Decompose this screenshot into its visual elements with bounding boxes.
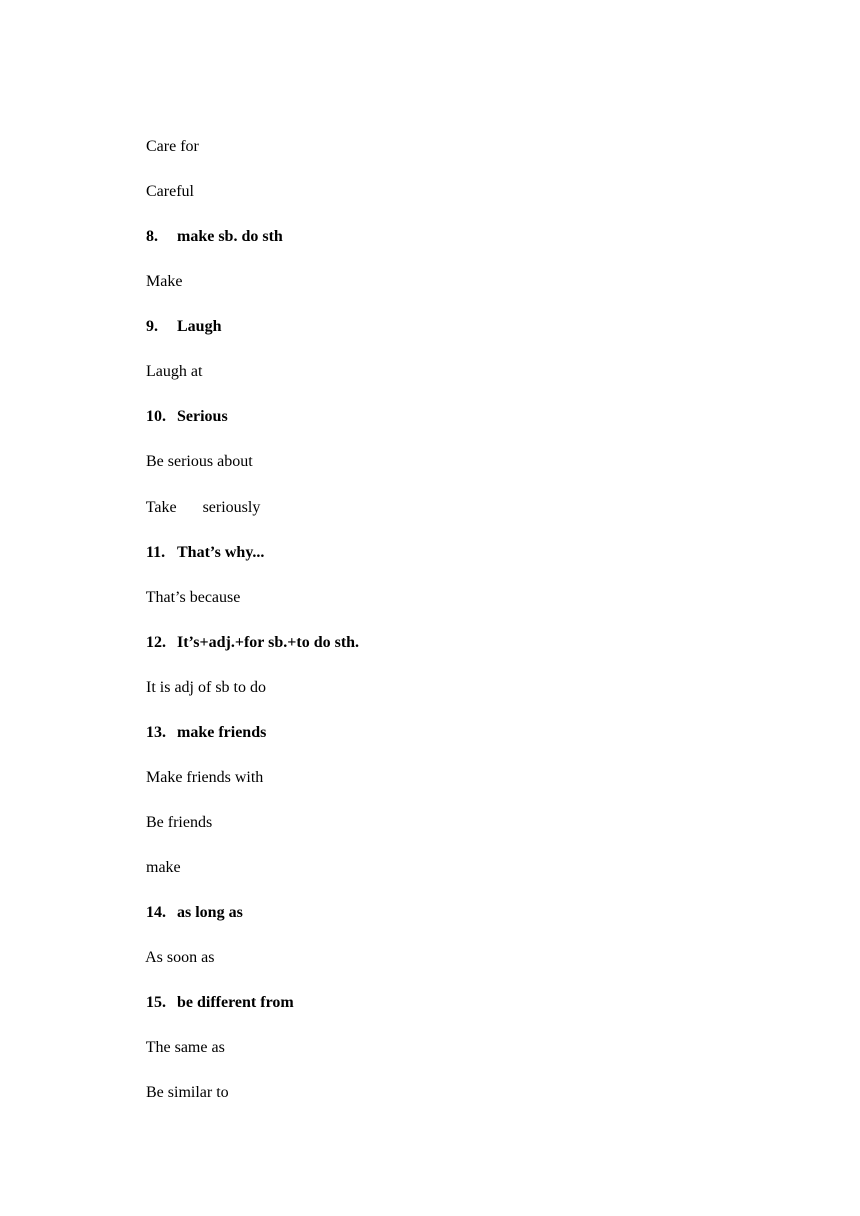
line-text: make <box>146 859 181 876</box>
line-text: Careful <box>146 183 194 200</box>
heading-number: 9. <box>146 318 158 335</box>
line-text: As soon as <box>145 949 215 966</box>
heading-text: make sb. do sth <box>177 228 283 245</box>
line-text: Be serious about <box>146 453 253 470</box>
heading-text: as long as <box>177 904 243 921</box>
line-text: It is adj of sb to do <box>146 679 266 696</box>
line-text: Laugh at <box>146 363 203 380</box>
heading-text: Laugh <box>177 318 222 335</box>
heading-number: 8. <box>146 228 158 245</box>
heading-number: 13. <box>146 724 166 741</box>
heading-text: It’s+adj.+for sb.+to do sth. <box>177 634 360 651</box>
heading-text: make friends <box>177 724 267 741</box>
line-text-b: seriously <box>202 499 261 516</box>
heading-text: be different from <box>177 994 294 1011</box>
heading-text: Serious <box>177 408 228 425</box>
line-be-similar-to <box>130 1063 229 1123</box>
heading-number: 10. <box>146 408 166 425</box>
line-text: That’s because <box>145 589 241 606</box>
heading-number: 12. <box>146 634 166 651</box>
line-text: Make <box>146 273 183 290</box>
line-text: Be friends <box>146 814 213 831</box>
line-text: Make friends with <box>146 769 264 786</box>
line-text-a: Take <box>145 499 177 516</box>
heading-number: 15. <box>146 994 166 1011</box>
heading-text: That’s why... <box>177 544 265 561</box>
line-text: Be similar to <box>146 1084 229 1101</box>
line-text: The same as <box>145 1039 225 1056</box>
heading-number: 14. <box>146 904 166 921</box>
heading-number: 11. <box>146 544 166 561</box>
line-text: Care for <box>146 138 199 155</box>
